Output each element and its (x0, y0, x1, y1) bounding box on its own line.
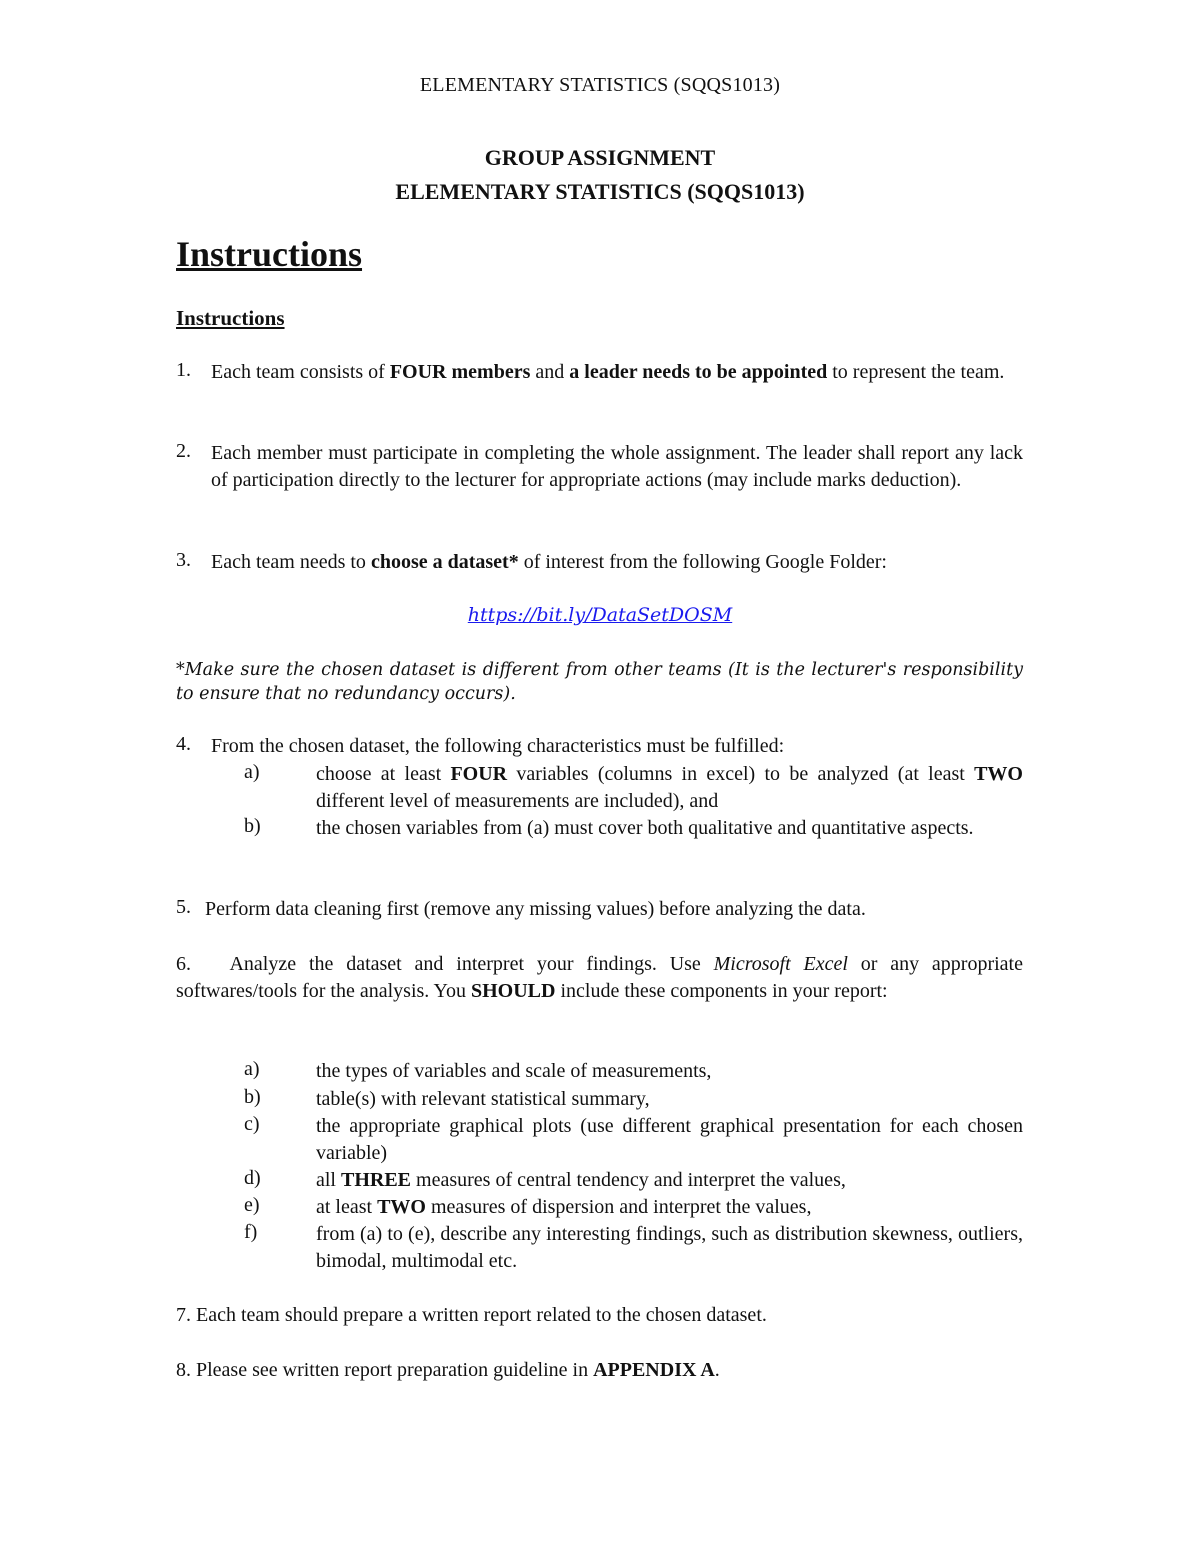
running-header: ELEMENTARY STATISTICS (SQQS1013) (419, 74, 781, 96)
item-6a-label: a) (244, 1058, 260, 1080)
section-heading: Instructions (176, 306, 285, 330)
item-4-text: From the chosen dataset, the following characteristics must be fulfilled: (211, 735, 785, 757)
dataset-note: *Make sure the chosen dataset is different from other teams (It is the lecturer's responsibility to ensure that no redundancy occurs). (176, 660, 1023, 704)
item-7-text: 7. Each team should prepare a written report related to the chosen dataset. (176, 1304, 767, 1326)
item-6-text: 6. Analyze the dataset and interpret your findings. Use Microsoft Excel or any appropriate softwares/tools for the analysis. You SHOULD include these components in your report: (176, 953, 1023, 1002)
item-5-number: 5. (176, 896, 191, 918)
item-4b-text: the chosen variables from (a) must cover both qualitative and quantitative aspects. (316, 817, 974, 839)
dataset-link-row (0, 604, 1200, 627)
item-6c-label: c) (244, 1113, 260, 1135)
item-6e-label: e) (244, 1194, 260, 1216)
item-6f-label: f) (244, 1221, 258, 1243)
dataset-link[interactable]: https://bit.ly/DataSetDOSM (467, 604, 733, 626)
item-6a-text: the types of variables and scale of measurements, (316, 1060, 712, 1082)
item-3-text: Each team needs to choose a dataset* of interest from the following Google Folder: (211, 551, 887, 573)
item-6d-label: d) (244, 1167, 261, 1189)
item-4-number: 4. (176, 733, 191, 755)
item-4a-text: choose at least FOUR variables (columns in excel) to be analyzed (at least TWO different level of measurements are included), and (316, 763, 1023, 812)
item-2-number: 2. (176, 440, 191, 462)
item-6b-text: table(s) with relevant statistical summary, (316, 1088, 650, 1110)
main-heading: Instructions (176, 234, 363, 274)
item-5-text: Perform data cleaning first (remove any missing values) before analyzing the data. (205, 898, 866, 920)
item-6b-label: b) (244, 1086, 261, 1108)
item-6f-text: from (a) to (e), describe any interesting findings, such as distribution skewness, outliers, bimodal, multimodal etc. (316, 1223, 1023, 1272)
item-8-text: 8. Please see written report preparation guideline in APPENDIX A. (176, 1359, 720, 1381)
item-1-number: 1. (176, 359, 191, 381)
item-4a-label: a) (244, 761, 260, 783)
item-4b-label: b) (244, 815, 261, 837)
item-6d-text: all THREE measures of central tendency and interpret the values, (316, 1169, 846, 1191)
document-title-line2: ELEMENTARY STATISTICS (SQQS1013) (395, 179, 805, 204)
item-1-text: Each team consists of FOUR members and a leader needs to be appointed to represent the team. (211, 361, 1005, 383)
document-title-line1: GROUP ASSIGNMENT (484, 145, 716, 170)
item-3-number: 3. (176, 549, 191, 571)
item-6c-text: the appropriate graphical plots (use different graphical presentation for each chosen variable) (316, 1115, 1023, 1164)
item-6e-text: at least TWO measures of dispersion and interpret the values, (316, 1196, 812, 1218)
item-2-text: Each member must participate in completing the whole assignment. The leader shall report any lack of participation directly to the lecturer for appropriate actions (may include marks deduction). (211, 442, 1023, 491)
